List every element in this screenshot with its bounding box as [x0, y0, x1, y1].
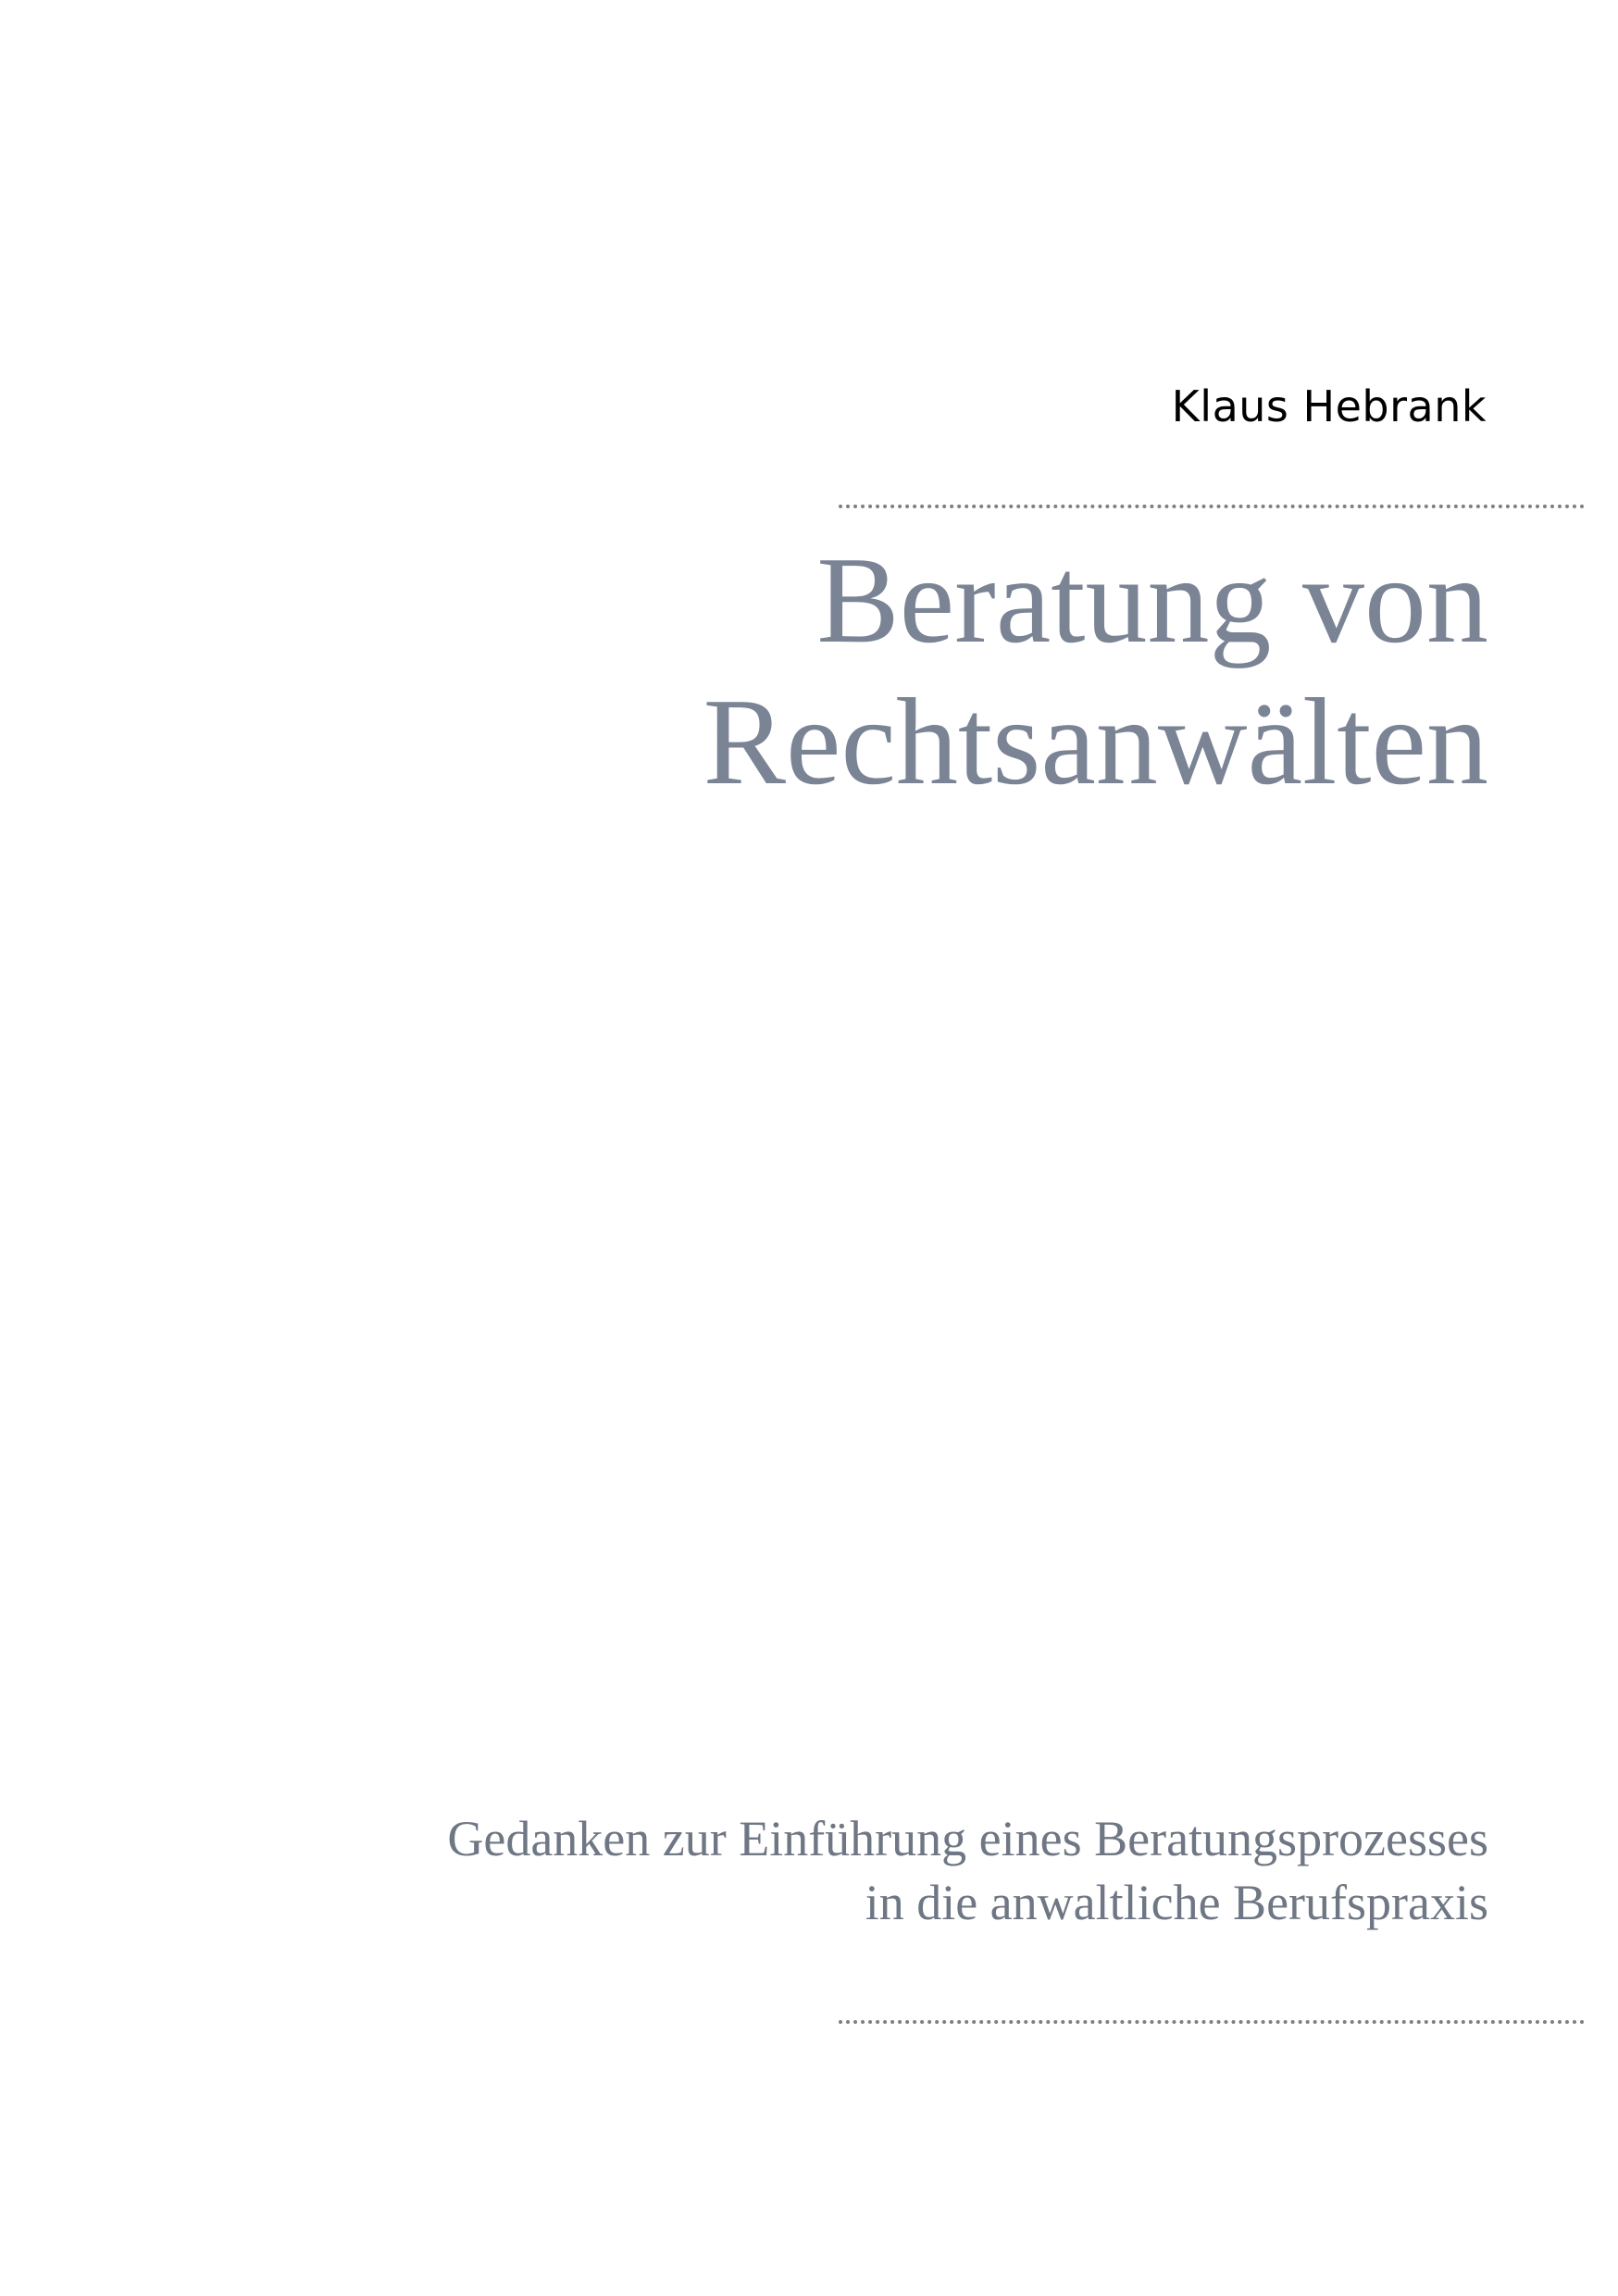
title-line-1: Beratung von	[816, 531, 1488, 668]
book-title	[167, 530, 1488, 813]
author-name: Klaus Hebrank	[1171, 381, 1487, 431]
book-subtitle	[111, 1807, 1488, 1935]
subtitle-line-1: Gedanken zur Einführung eines Beratungsprozesses	[447, 1811, 1488, 1866]
subtitle-line-2: in die anwaltliche Berufspraxis	[865, 1875, 1488, 1931]
divider-bottom	[839, 2020, 1585, 2028]
divider-top	[839, 505, 1585, 512]
title-line-2: Rechtsanwälten	[703, 672, 1488, 810]
